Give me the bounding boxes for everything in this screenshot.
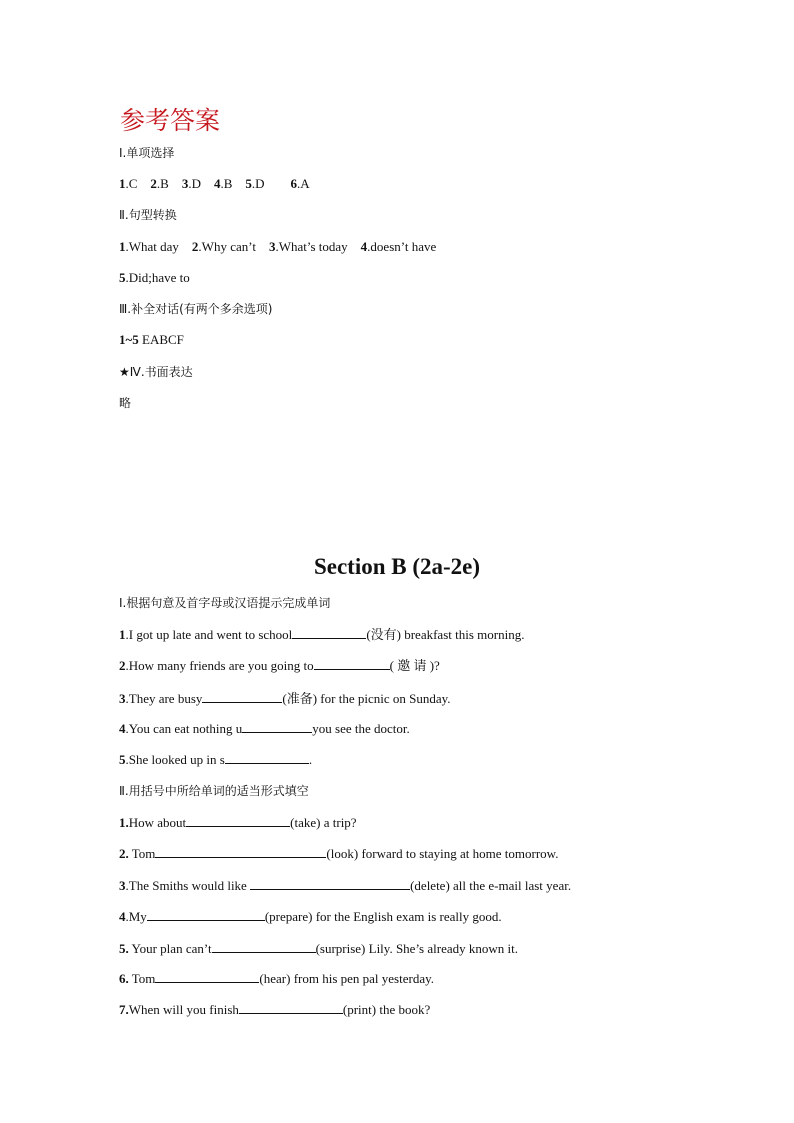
answer-part1-row: [119, 176, 310, 192]
item-number: 2: [119, 658, 126, 673]
item-text-after: (准备) for the picnic on Sunday.: [282, 691, 451, 706]
item-text-before: .They are busy: [125, 691, 203, 706]
item-text-after: (hear) from his pen pal yesterday.: [259, 971, 435, 986]
item-text-before: .How many friends are you going to: [125, 658, 314, 673]
item-text-after: (print) the book?: [342, 1002, 431, 1017]
answer-blank[interactable]: [186, 814, 290, 827]
item-number: 7.: [119, 1002, 129, 1017]
item-text-after: (没有) breakfast this morning.: [366, 627, 525, 642]
answer-blank[interactable]: [155, 845, 326, 858]
answer-value: .What day: [125, 239, 179, 254]
answer-value: .What’s today: [275, 239, 348, 254]
answer-value: .doesn’t have: [367, 239, 437, 254]
item-text-after: (delete) all the e-mail last year.: [410, 878, 572, 893]
item-text-before: .My: [125, 909, 147, 924]
exercise-item: [119, 1001, 430, 1018]
answer-number: 1: [119, 176, 126, 191]
item-text-before: Tom: [128, 846, 156, 861]
item-text-before: .The Smiths would like: [125, 878, 251, 893]
item-text-after: (look) forward to staying at home tomorrow.: [326, 846, 559, 861]
answer-value: .B: [156, 176, 169, 191]
exercise-item: [119, 877, 571, 894]
answer-number: 2: [191, 239, 199, 254]
item-number: 4: [119, 721, 126, 736]
answer-value: .D: [188, 176, 201, 191]
item-text-before: Your plan can’t: [128, 941, 212, 956]
answer-blank[interactable]: [292, 626, 366, 639]
answer-part3-heading: Ⅲ.补全对话(有两个多余选项): [119, 302, 273, 316]
item-text-before: .I got up late and went to school: [125, 627, 293, 642]
exercise-item: [119, 690, 451, 707]
answer-value: .B: [220, 176, 233, 191]
answer-value: EABCF: [138, 332, 184, 347]
answer-blank[interactable]: [242, 720, 312, 733]
answer-part3-row: [119, 332, 184, 348]
answer-blank[interactable]: [225, 751, 309, 764]
item-text-before: .She looked up in s: [125, 752, 225, 767]
item-number: 5.: [119, 941, 129, 956]
item-text-before: Tom: [128, 971, 156, 986]
answer-value: .Why can’t: [198, 239, 256, 254]
item-text-before: How about: [128, 815, 187, 830]
answer-value: .D: [251, 176, 265, 191]
answer-part2-heading: Ⅱ.句型转换: [119, 208, 177, 222]
item-number: 1: [119, 627, 126, 642]
exercise-item: [119, 720, 410, 737]
section-part1-heading: Ⅰ.根据句意及首字母或汉语提示完成单词: [119, 596, 331, 610]
exercise-item: [119, 626, 524, 643]
exercise-item: [119, 814, 357, 831]
answer-part4-value: 略: [119, 396, 132, 410]
answer-key-title: 参考答案: [120, 106, 221, 135]
answer-number: 4: [360, 239, 368, 254]
item-text-after: .: [308, 752, 313, 767]
exercise-item: [119, 845, 558, 862]
answer-number: 1~5: [119, 332, 139, 347]
item-number: 2.: [119, 846, 129, 861]
item-text-before: When will you finish: [128, 1002, 239, 1017]
answer-number: 5: [119, 270, 126, 285]
answer-number: 3: [268, 239, 276, 254]
answer-value: .A: [297, 176, 310, 191]
answer-number: 4: [213, 176, 221, 191]
answer-blank[interactable]: [239, 1001, 343, 1014]
item-text-after: you see the doctor.: [312, 721, 410, 736]
answer-blank[interactable]: [147, 908, 265, 921]
answer-part2-row: [119, 239, 436, 255]
answer-part4-heading: ★Ⅳ.书面表达: [119, 365, 193, 379]
item-number: 3: [119, 691, 126, 706]
section-title: Section B (2a-2e): [313, 554, 481, 579]
answer-blank[interactable]: [155, 970, 259, 983]
exercise-item: [119, 751, 312, 768]
answer-blank[interactable]: [212, 940, 316, 953]
item-number: 5: [119, 752, 126, 767]
exercise-item: [119, 940, 518, 957]
answer-number: 2: [150, 176, 157, 191]
answer-blank[interactable]: [202, 690, 282, 703]
answer-number: 3: [181, 176, 189, 191]
item-text-after: ( 邀 请 )?: [389, 658, 440, 673]
item-number: 3: [119, 878, 126, 893]
answer-value: .Did;have to: [125, 270, 190, 285]
answer-number: 1: [119, 239, 126, 254]
answer-blank[interactable]: [250, 877, 410, 890]
item-text-after: (prepare) for the English exam is really good.: [264, 909, 502, 924]
answer-part1-heading: Ⅰ.单项选择: [119, 146, 175, 160]
answer-part2-row: [119, 270, 190, 286]
item-number: 4: [119, 909, 126, 924]
exercise-item: [119, 657, 440, 674]
section-part2-heading: Ⅱ.用括号中所给单词的适当形式填空: [119, 784, 309, 798]
answer-blank[interactable]: [314, 657, 390, 670]
answer-number: 6: [290, 176, 298, 191]
exercise-item: [119, 908, 502, 925]
answer-value: .C: [125, 176, 138, 191]
item-text-after: (surprise) Lily. She’s already known it.: [315, 941, 518, 956]
answer-number: 5: [245, 176, 252, 191]
item-number: 1.: [119, 815, 129, 830]
exercise-item: [119, 970, 434, 987]
item-number: 6.: [119, 971, 129, 986]
item-text-before: .You can eat nothing u: [125, 721, 243, 736]
item-text-after: (take) a trip?: [290, 815, 357, 830]
